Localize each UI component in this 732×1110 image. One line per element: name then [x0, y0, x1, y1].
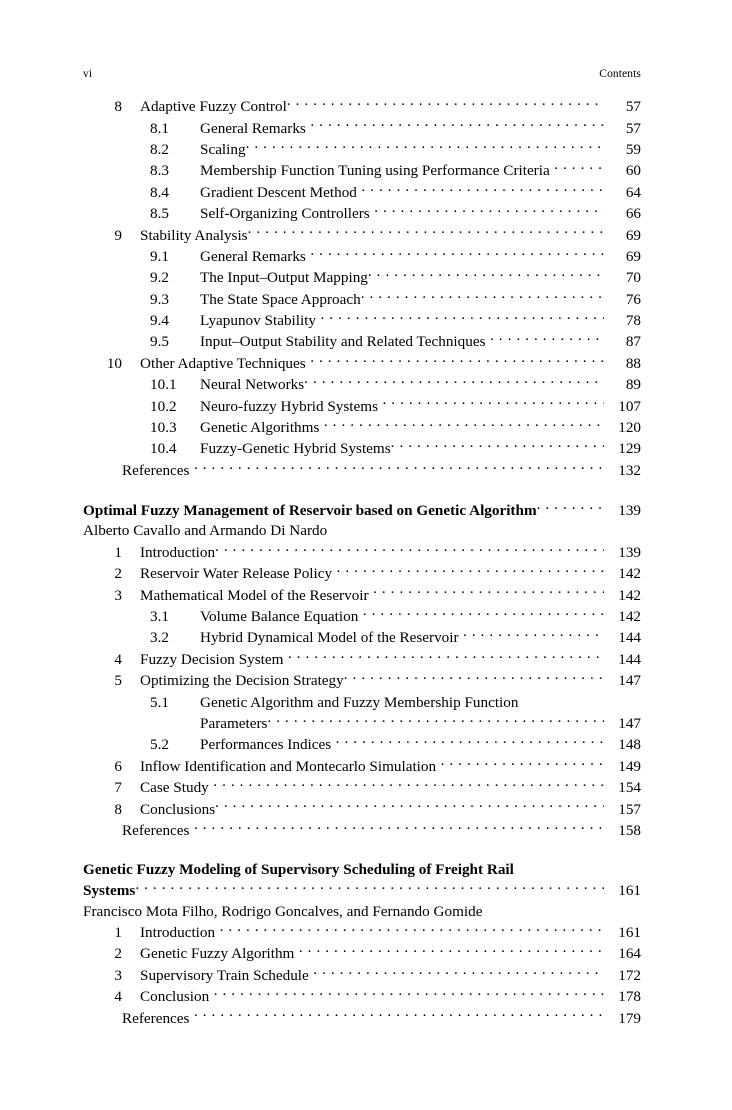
toc-dot-leader — [299, 943, 604, 958]
toc-entry-number: 1 — [114, 924, 122, 942]
toc-entry-title: Adaptive Fuzzy Control — [140, 98, 287, 116]
toc-dot-leader — [310, 117, 604, 132]
toc-entry-page: 144 — [618, 650, 641, 668]
toc-entry-page: 157 — [618, 800, 641, 818]
toc-dot-leader — [214, 986, 604, 1001]
toc-entry-number: 9.2 — [150, 269, 169, 287]
toc-entry-title: Genetic Algorithm and Fuzzy Membership Function — [200, 693, 519, 711]
toc-entry[interactable] — [83, 734, 641, 755]
toc-chapter-authors: Francisco Mota Filho, Rodrigo Goncalves, and Fernando Gomide — [83, 902, 483, 920]
toc-dot-leader — [310, 246, 604, 261]
toc-entry-title: Introduction — [140, 543, 216, 561]
toc-chapter-title-text: Optimal Fuzzy Management of Reservoir based on Genetic Algorithm — [83, 502, 537, 520]
toc-entry-page: 142 — [618, 607, 641, 625]
toc-entry-page: 64 — [625, 183, 641, 201]
toc-entry-number: 5.2 — [150, 736, 169, 754]
toc-entry-page: 147 — [618, 714, 641, 732]
toc-entry-page: 139 — [618, 543, 641, 561]
toc-entry-number-spacer — [83, 714, 200, 734]
toc-entry[interactable] — [83, 542, 641, 563]
toc-entry[interactable] — [83, 374, 641, 395]
toc-entry-page: 142 — [618, 565, 641, 583]
toc-entry-page: 164 — [618, 945, 641, 963]
toc-entry-page: 87 — [625, 333, 641, 351]
toc-entry-title: General Remarks — [200, 119, 306, 137]
toc-entry-title: Inflow Identification and Montecarlo Simulation — [140, 757, 437, 775]
toc-entry-title: Introduction — [140, 924, 216, 942]
toc-entry[interactable] — [83, 353, 641, 374]
toc-entry-page: 129 — [618, 440, 641, 458]
toc-entry-number: 3 — [114, 966, 122, 984]
toc-dot-leader — [215, 542, 604, 557]
toc-entry[interactable] — [83, 289, 641, 310]
toc-entry-page: 57 — [625, 98, 641, 116]
toc-dot-leader — [321, 310, 604, 325]
toc-entry[interactable] — [83, 417, 641, 438]
toc-entry[interactable] — [83, 606, 641, 627]
toc-entry-title: References — [122, 821, 190, 839]
toc-dot-leader — [287, 96, 604, 111]
toc-entry[interactable] — [83, 96, 641, 117]
toc-dot-leader — [336, 734, 604, 749]
toc-entry[interactable] — [83, 756, 641, 777]
toc-dot-leader — [361, 182, 604, 197]
toc-entry-title: Hybrid Dynamical Model of the Reservoir — [200, 629, 459, 647]
toc-entry-title: Volume Balance Equation — [200, 607, 359, 625]
toc-dot-leader — [213, 777, 604, 792]
toc-entry-number: 8.3 — [150, 162, 169, 180]
toc-entry[interactable] — [83, 460, 641, 481]
toc-entry-title: The State Space Approach — [200, 290, 361, 308]
toc-chapter-title[interactable] — [83, 500, 641, 521]
toc-dot-leader — [344, 670, 604, 685]
toc-entry-continuation[interactable] — [83, 713, 641, 734]
toc-dot-leader — [337, 563, 604, 578]
toc-entry-number: 5 — [114, 672, 122, 690]
toc-entry-page: 88 — [625, 354, 641, 372]
toc-entry-title: Neural Networks — [200, 376, 305, 394]
toc-entry[interactable] — [83, 943, 641, 964]
toc-entry[interactable] — [83, 310, 641, 331]
toc-entry-number: 4 — [114, 650, 122, 668]
toc-entry-number: 8 — [114, 800, 122, 818]
toc-entry-number: 3 — [114, 586, 122, 604]
toc-entry-number: 10.1 — [150, 376, 177, 394]
toc-entry[interactable] — [83, 922, 641, 943]
toc-entry-title: Input–Output Stability and Related Techniques — [200, 333, 486, 351]
toc-entry-page: 59 — [625, 140, 641, 158]
toc-dot-leader — [246, 139, 604, 154]
toc-entry-number: 8.4 — [150, 183, 169, 201]
toc-entry-number: 3.1 — [150, 607, 169, 625]
toc-entry[interactable] — [83, 267, 641, 288]
toc-entry-title: Reservoir Water Release Policy — [140, 565, 333, 583]
toc-dot-leader — [267, 713, 604, 728]
toc-entry[interactable] — [83, 438, 641, 459]
toc-chapter-page: 139 — [618, 502, 641, 520]
toc-entry[interactable] — [83, 224, 641, 245]
toc-dot-leader — [463, 627, 604, 642]
toc-entry-title: Fuzzy Decision System — [140, 650, 284, 668]
toc-dot-leader — [248, 224, 604, 239]
toc-entry[interactable] — [83, 160, 641, 181]
toc-entry-title: Genetic Algorithms — [200, 419, 320, 437]
toc-dot-leader — [324, 417, 604, 432]
toc-entry-title: Stability Analysis — [140, 226, 248, 244]
toc-entry-number: 3.2 — [150, 629, 169, 647]
toc-entry-page: 120 — [618, 419, 641, 437]
toc-entry-title: Optimizing the Decision Strategy — [140, 672, 344, 690]
toc-entry[interactable] — [83, 246, 641, 267]
toc-entry[interactable] — [83, 395, 641, 416]
toc-entry[interactable] — [83, 563, 641, 584]
toc-entry[interactable] — [83, 331, 641, 352]
toc-entry[interactable] — [83, 584, 641, 605]
toc-entry-title-continued: Parameters — [200, 714, 268, 732]
toc-entry[interactable] — [83, 203, 641, 224]
toc-entry-title: Gradient Descent Method — [200, 183, 357, 201]
toc-entry-title: Other Adaptive Techniques — [140, 354, 306, 372]
toc-dot-leader — [310, 353, 604, 368]
toc-chapter-title-text: Genetic Fuzzy Modeling of Supervisory Scheduling of Freight Rail — [83, 861, 514, 879]
toc-entry-title: Neuro-fuzzy Hybrid Systems — [200, 397, 378, 415]
toc-entry-page: 69 — [625, 226, 641, 244]
toc-dot-leader — [220, 922, 604, 937]
toc-chapter-title[interactable] — [83, 860, 641, 880]
toc-entry-page: 66 — [625, 205, 641, 223]
toc-entry-page: 107 — [618, 397, 641, 415]
toc-dot-leader — [373, 584, 604, 599]
toc-dot-leader — [361, 289, 604, 304]
toc-dot-leader — [215, 798, 604, 813]
toc-entry-number: 8.1 — [150, 119, 169, 137]
toc-entry-number: 1 — [114, 543, 122, 561]
toc-entry-title: Conclusions — [140, 800, 216, 818]
toc-dot-leader — [304, 374, 604, 389]
toc-dot-leader — [537, 500, 604, 515]
toc-dot-leader — [135, 880, 604, 895]
toc-entry-title: Mathematical Model of the Reservoir — [140, 586, 369, 604]
toc-entry-page: 179 — [618, 1009, 641, 1027]
toc-entry-number: 10.3 — [150, 419, 177, 437]
toc-chapter-list — [83, 500, 641, 1029]
toc-entry-page: 144 — [618, 629, 641, 647]
running-head — [83, 68, 641, 80]
toc-entry-title: References — [122, 461, 190, 479]
toc-entry-page: 172 — [618, 966, 641, 984]
toc-entry-page: 69 — [625, 247, 641, 265]
toc-chapter-authors: Alberto Cavallo and Armando Di Nardo — [83, 522, 328, 540]
toc-entry-number: 9.4 — [150, 312, 169, 330]
page-folio: vi — [83, 68, 93, 80]
toc-section-continued — [83, 96, 641, 481]
toc-entry[interactable] — [83, 691, 641, 712]
toc-entry-number: 9.1 — [150, 247, 169, 265]
toc-entry-title: Case Study — [140, 779, 209, 797]
toc-entry[interactable] — [83, 117, 641, 138]
toc-dot-leader — [383, 395, 605, 410]
toc-dot-leader — [194, 820, 604, 835]
toc-entry-title: Lyapunov Stability — [200, 312, 317, 330]
toc-entry-page: 132 — [618, 461, 641, 479]
toc-entry-number: 10.2 — [150, 397, 177, 415]
toc-entry-page: 57 — [625, 119, 641, 137]
toc-entry-page: 161 — [618, 924, 641, 942]
toc-chapter-title-text: Systems — [83, 882, 136, 900]
toc-dot-leader — [363, 606, 604, 621]
toc-entry-title: The Input–Output Mapping — [200, 269, 368, 287]
toc-dot-leader — [368, 267, 604, 282]
toc-entry-page: 149 — [618, 757, 641, 775]
toc-entry[interactable] — [83, 139, 641, 160]
toc-dot-leader — [490, 331, 604, 346]
toc-entry[interactable] — [83, 649, 641, 670]
toc-entry-number: 9 — [114, 226, 122, 244]
toc-entry-page: 70 — [625, 269, 641, 287]
toc-dot-leader — [194, 1007, 604, 1022]
toc-entry-number: 10.4 — [150, 440, 177, 458]
toc-chapter-entries — [83, 922, 641, 1029]
running-head-title: Contents — [599, 68, 641, 80]
toc-entry-page: 154 — [618, 779, 641, 797]
toc-dot-leader — [441, 756, 604, 771]
toc-dot-leader — [288, 649, 604, 664]
toc-entry[interactable] — [83, 182, 641, 203]
toc-entry-title: Membership Function Tuning using Performance Criteria — [200, 162, 550, 180]
toc-entry-number: 7 — [114, 779, 122, 797]
toc-entry-page: 148 — [618, 736, 641, 754]
toc-dot-leader — [554, 160, 604, 175]
toc-entry-page: 60 — [625, 162, 641, 180]
toc-entry-page: 147 — [618, 672, 641, 690]
toc-entry-title: Genetic Fuzzy Algorithm — [140, 945, 295, 963]
toc-entry-page: 89 — [625, 376, 641, 394]
toc-dot-leader — [391, 438, 604, 453]
toc-entry-title: Fuzzy-Genetic Hybrid Systems — [200, 440, 391, 458]
toc-entry-number: 8.2 — [150, 140, 169, 158]
toc-dot-leader — [194, 460, 604, 475]
toc-entry-title: Scaling — [200, 140, 246, 158]
toc-entry-number: 8 — [114, 98, 122, 116]
table-of-contents — [83, 96, 641, 1029]
toc-entry-number: 6 — [114, 757, 122, 775]
toc-entry-page: 158 — [618, 821, 641, 839]
toc-entry-number: 4 — [114, 988, 122, 1006]
toc-dot-leader — [374, 203, 604, 218]
toc-entry-number: 5.1 — [150, 693, 169, 711]
toc-chapter-page: 161 — [618, 882, 641, 900]
toc-entry[interactable] — [83, 986, 641, 1007]
toc-entry[interactable] — [83, 965, 641, 986]
toc-entry-page: 76 — [625, 290, 641, 308]
toc-entry-page: 78 — [625, 312, 641, 330]
toc-entry-number: 10 — [106, 354, 122, 372]
toc-entry-number: 8.5 — [150, 205, 169, 223]
toc-entry[interactable] — [83, 777, 641, 798]
toc-entry-page: 142 — [618, 586, 641, 604]
toc-chapter-block — [83, 860, 641, 1029]
toc-entry-page: 178 — [618, 988, 641, 1006]
toc-entry-number: 9.5 — [150, 333, 169, 351]
toc-chapter-block — [83, 500, 641, 841]
toc-chapter-title[interactable] — [83, 880, 641, 901]
toc-entry-title: References — [122, 1009, 190, 1027]
toc-entry[interactable] — [83, 1007, 641, 1028]
toc-dot-leader — [313, 965, 604, 980]
toc-entry-title: Supervisory Train Schedule — [140, 966, 309, 984]
toc-entry[interactable] — [83, 798, 641, 819]
toc-entry[interactable] — [83, 820, 641, 841]
toc-entry-number: 2 — [114, 945, 122, 963]
toc-entry-number: 9.3 — [150, 290, 169, 308]
toc-entry-number: 2 — [114, 565, 122, 583]
toc-entry-title: Self-Organizing Controllers — [200, 205, 370, 223]
toc-chapter-entries — [83, 542, 641, 841]
toc-entry[interactable] — [83, 670, 641, 691]
toc-entry-title: General Remarks — [200, 247, 306, 265]
toc-entry[interactable] — [83, 627, 641, 648]
toc-entry-title: Performances Indices — [200, 736, 332, 754]
toc-entry-title: Conclusion — [140, 988, 210, 1006]
